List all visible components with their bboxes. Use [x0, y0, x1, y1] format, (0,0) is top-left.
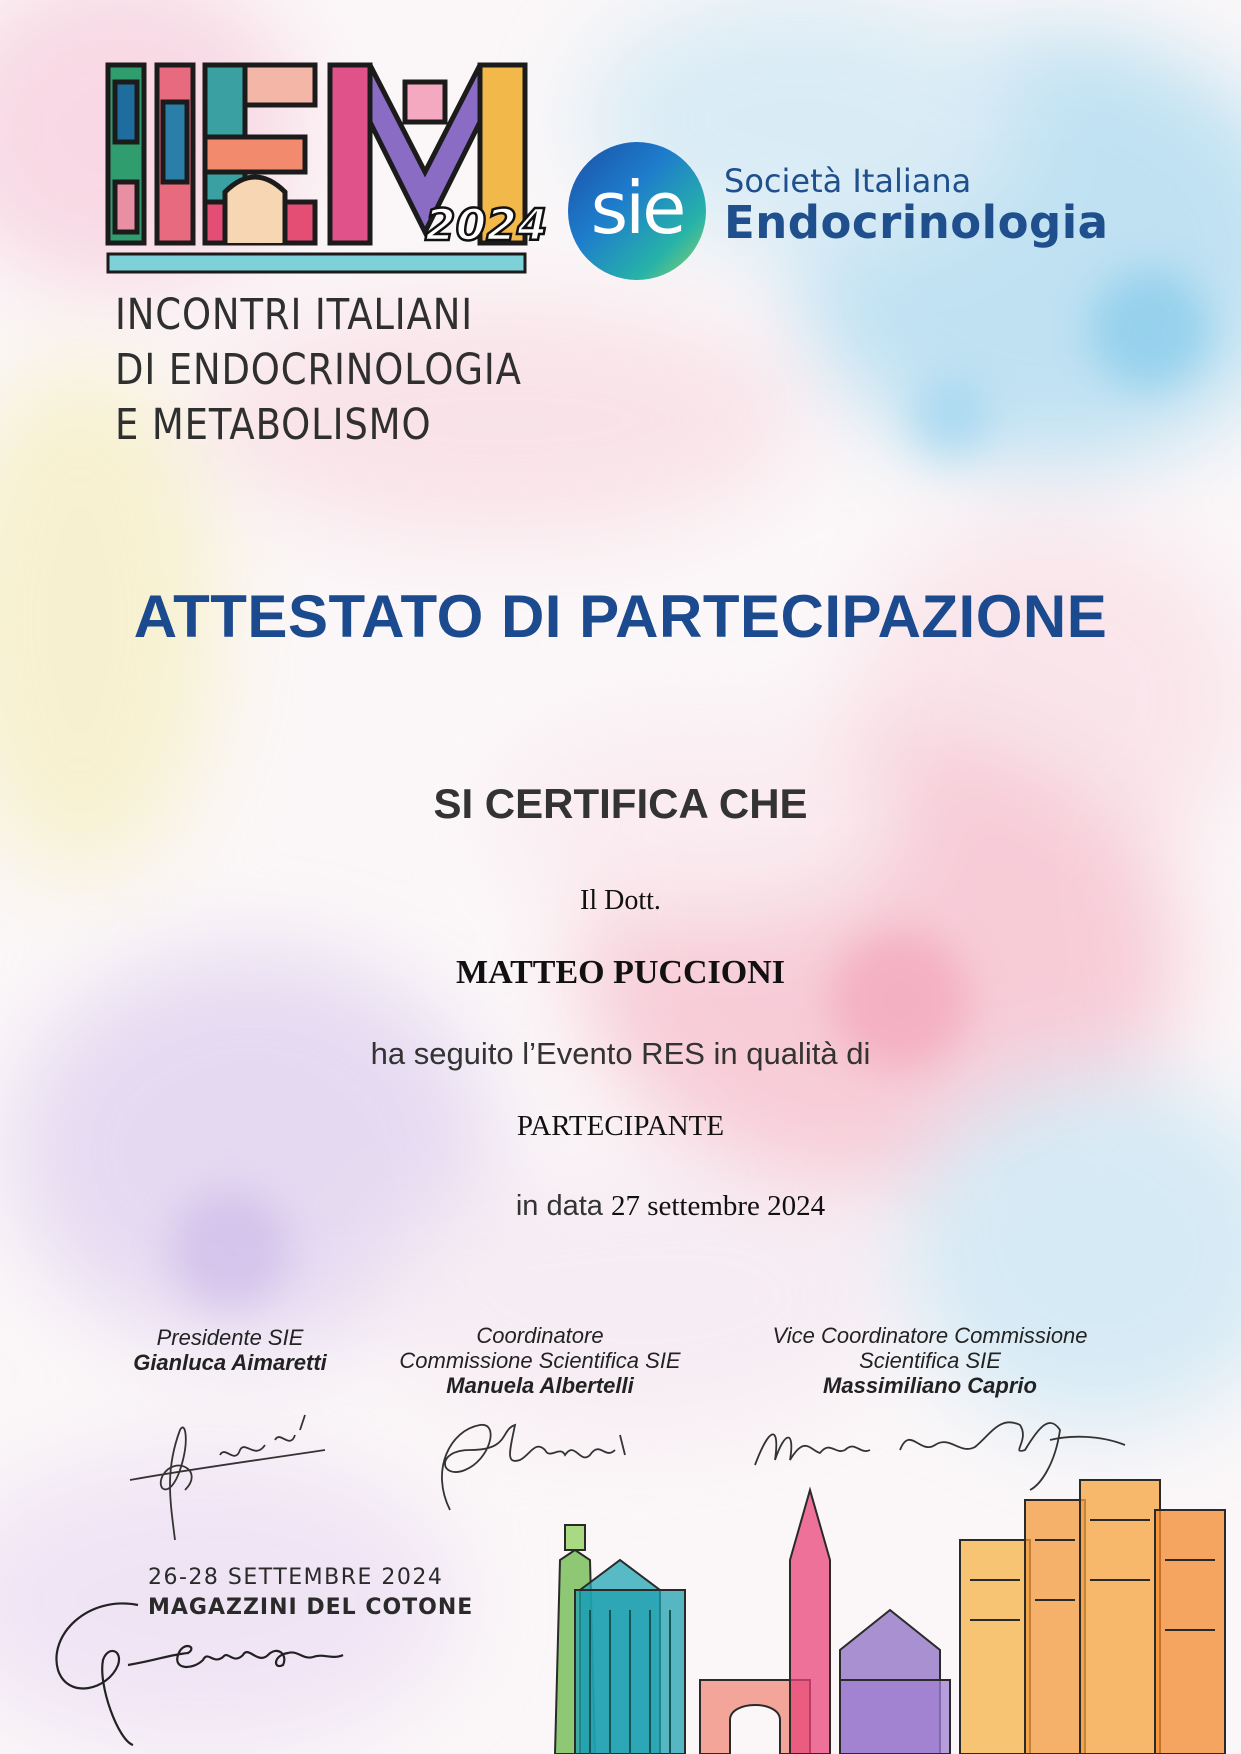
signatory-role: Vice Coordinatore Commissione [772, 1323, 1088, 1348]
signatory-role: Presidente SIE [156, 1325, 304, 1350]
date-value: 27 settembre 2024 [610, 1190, 826, 1222]
participant-name: MATTEO PUCCIONI [456, 954, 785, 991]
signature-aimaretti [125, 1410, 335, 1550]
sie-name-line2: Endocrinologia [724, 196, 1109, 249]
iiem-year: 2024 [425, 200, 548, 251]
sie-logo-mark: sie [590, 166, 684, 250]
iiem-subtitle [115, 288, 522, 453]
signatory-name: Manuela Albertelli [446, 1373, 634, 1398]
date-line [0, 1190, 1241, 1223]
event-venue: MAGAZZINI DEL COTONE [148, 1595, 474, 1620]
iiem-subtitle-line: INCONTRI ITALIANI [115, 290, 474, 340]
signatory-role: Coordinatore [476, 1323, 604, 1348]
certification-heading: SI CERTIFICA CHE [433, 780, 808, 827]
signatory-coordinator [370, 1323, 710, 1398]
iiem-logo [105, 62, 548, 277]
event-dates: 26-28 SETTEMBRE 2024 [148, 1565, 444, 1590]
signatory-role: Commissione Scientifica SIE [399, 1348, 681, 1373]
sie-logo-circle [568, 142, 706, 280]
honorific: Il Dott. [580, 885, 661, 916]
certificate-title: ATTESTATO DI PARTECIPAZIONE [133, 583, 1108, 650]
participant-role: PARTECIPANTE [516, 1110, 725, 1142]
iiem-subtitle-line: DI ENDOCRINOLOGIA [115, 345, 522, 395]
iiem-subtitle-line: E METABOLISMO [115, 400, 432, 450]
genova-skyline-illustration [520, 1480, 1241, 1754]
signatory-role: Scientifica SIE [859, 1348, 1001, 1373]
signatory-name: Massimiliano Caprio [823, 1373, 1037, 1398]
signatory-name: Gianluca Aimaretti [133, 1350, 327, 1375]
sie-name-line1: Società Italiana [724, 162, 972, 200]
date-label: in data [515, 1190, 603, 1222]
signatory-president [100, 1325, 360, 1375]
participation-statement: ha seguito l’Evento RES in qualità di [370, 1036, 871, 1071]
signatory-vice-coordinator [740, 1323, 1120, 1398]
